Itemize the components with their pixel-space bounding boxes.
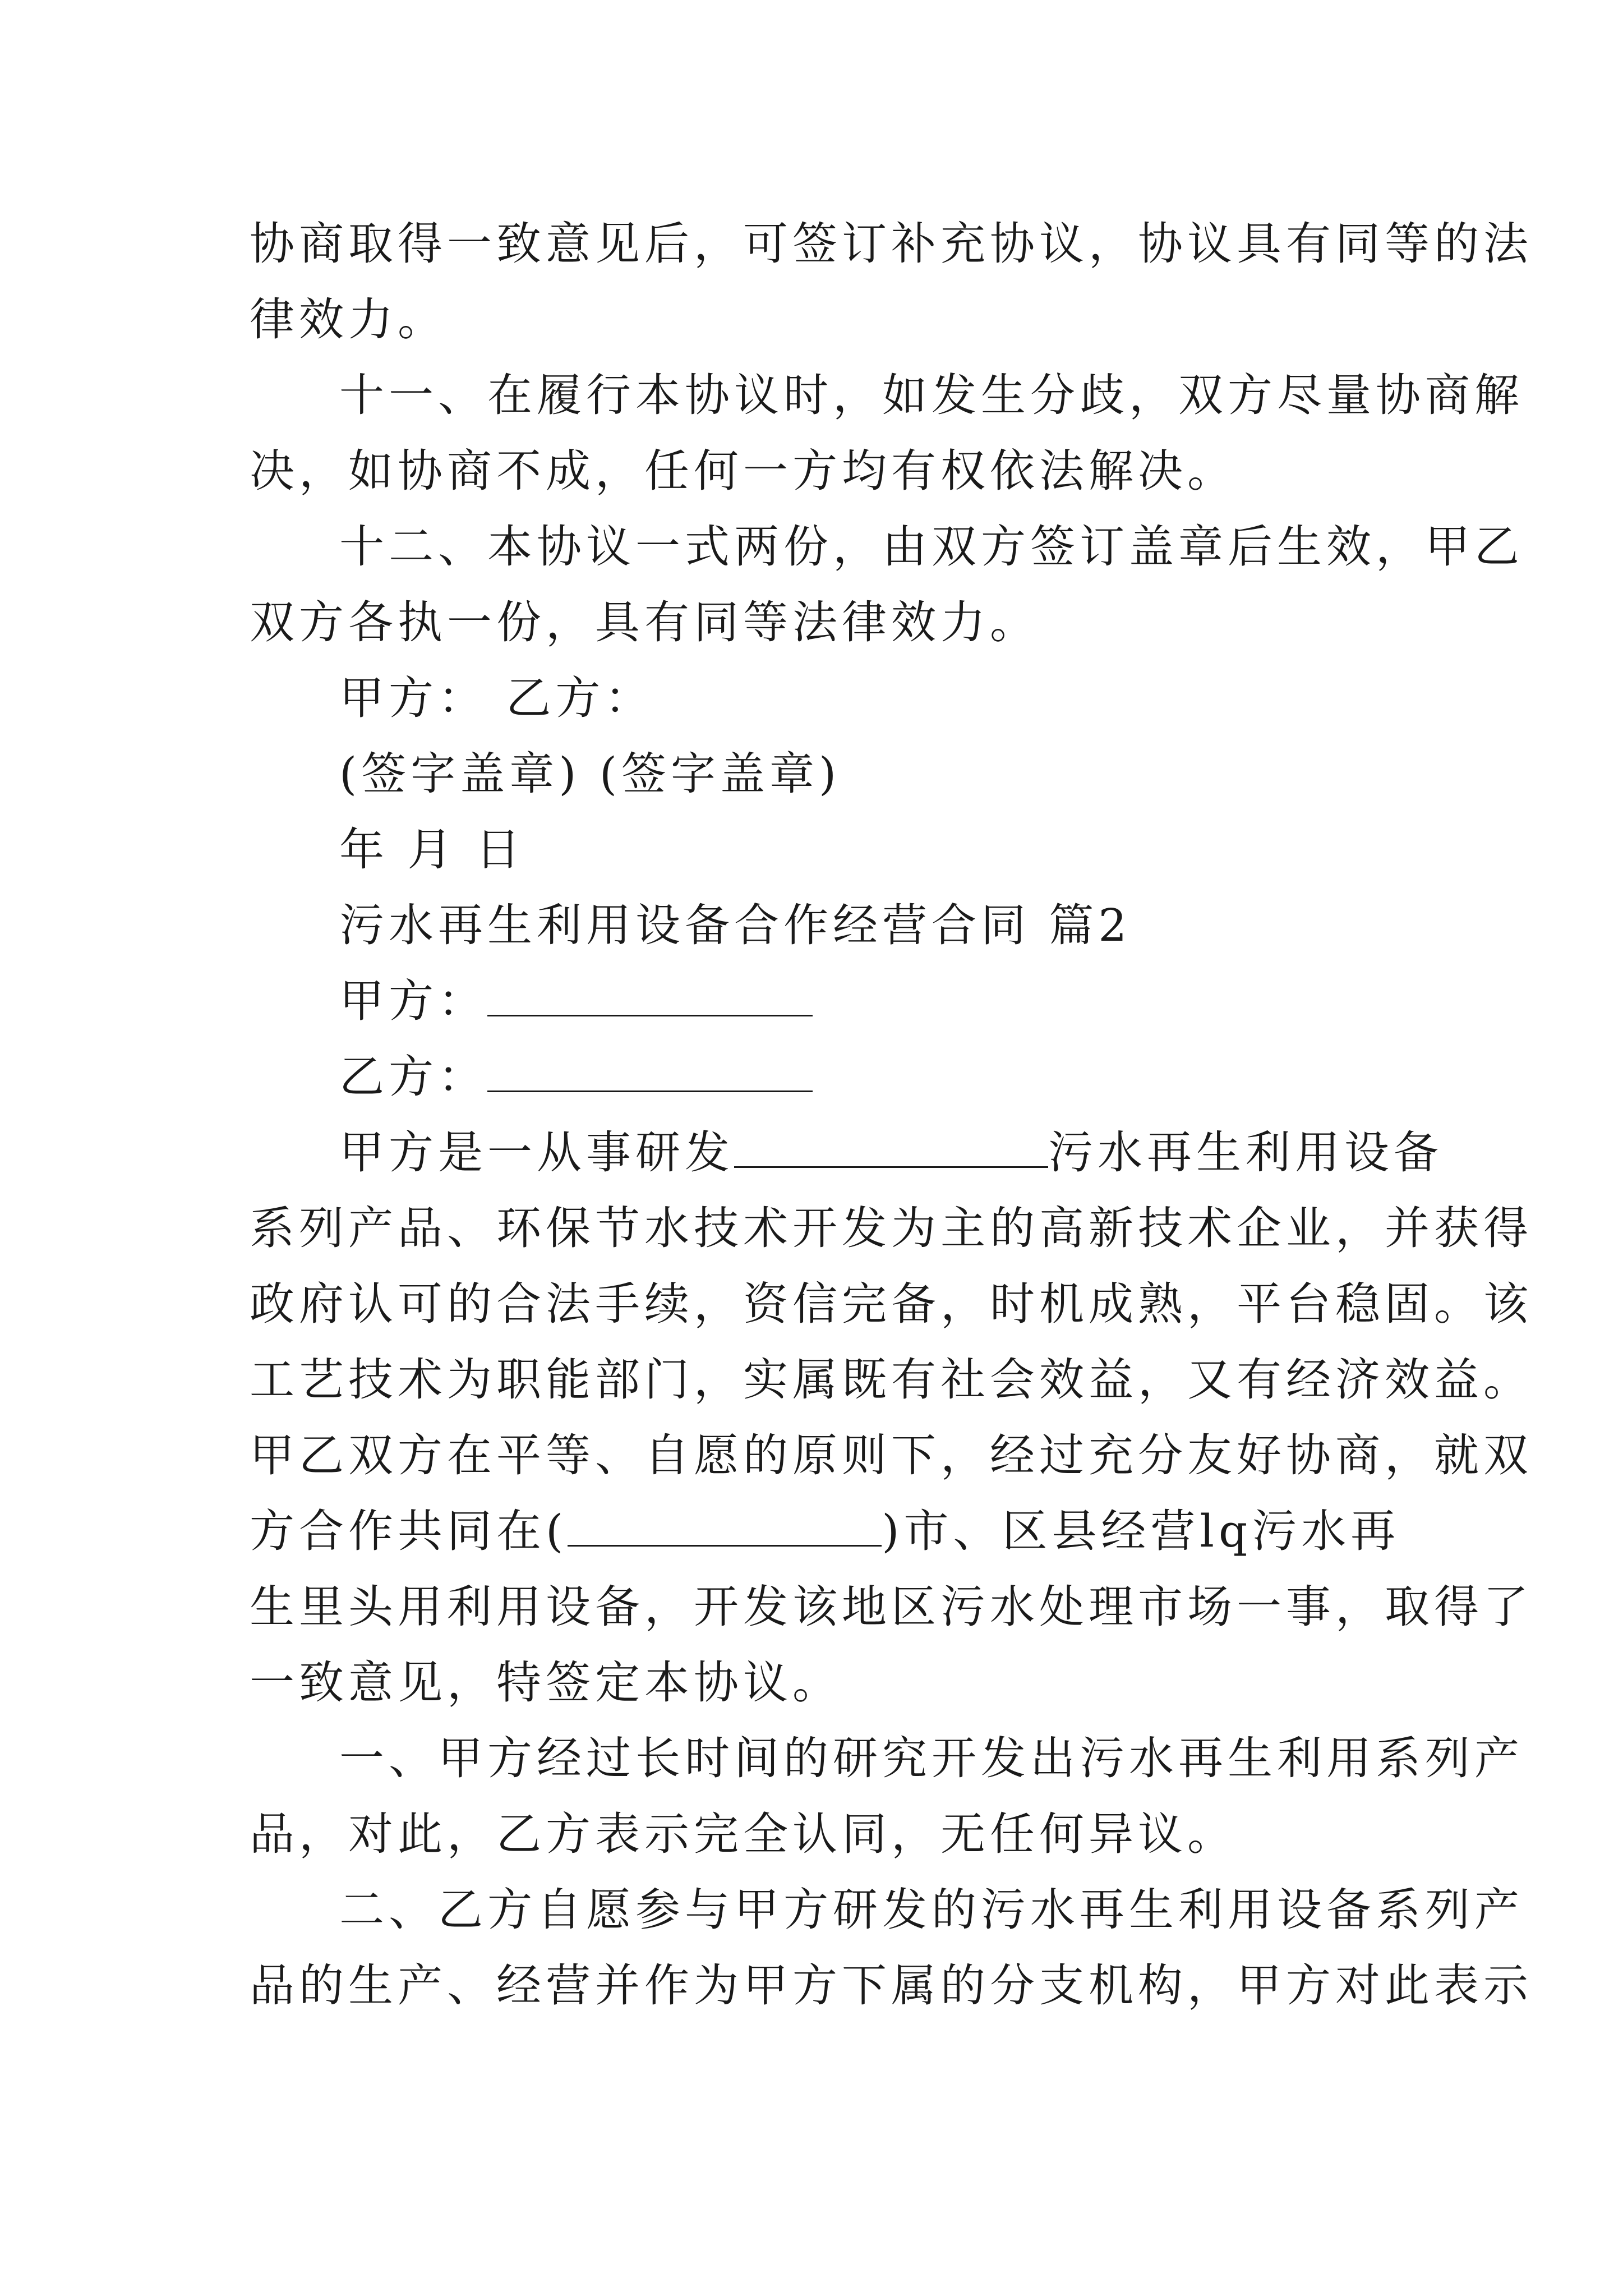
fill-in-blank	[734, 1129, 1048, 1168]
fill-in-blank	[568, 1508, 882, 1547]
contract-title: 污水再生利用设备合作经营合同 篇2	[339, 899, 1132, 951]
text-line: 品的生产、经营并作为甲方下属的分支机构，甲方对此表示	[250, 1959, 1533, 2012]
party-b-label: 乙方：	[339, 1051, 487, 1103]
text-line: 工艺技术为职能部门，实属既有社会效益，又有经济效益。	[250, 1354, 1533, 1406]
signature-parties: 甲方： 乙方：	[339, 672, 654, 724]
text-segment: 方合作共同在(	[250, 1505, 568, 1557]
text-line: 双方各执一份，具有同等法律效力。	[250, 596, 1039, 648]
text-segment: 污水再生利用设备	[1048, 1126, 1443, 1179]
signature-stamp-labels: (签字盖章) (签字盖章)	[339, 748, 841, 800]
text-line: 甲乙双方在平等、自愿的原则下，经过充分友好协商，就双	[250, 1429, 1533, 1481]
party-b-line	[339, 1049, 813, 1105]
text-line: 协商取得一致意见后，可签订补充协议，协议具有同等的法	[250, 218, 1533, 270]
party-a-blank	[487, 978, 813, 1016]
text-line: 十一、在履行本协议时，如发生分歧，双方尽量协商解	[339, 369, 1524, 421]
text-line	[250, 1503, 1400, 1559]
text-segment: 甲方是一从事研发	[339, 1126, 734, 1179]
date-line: 年 月 日	[339, 823, 525, 876]
text-line: 一、甲方经过长时间的研究开发出污水再生利用系列产	[339, 1732, 1524, 1784]
text-line: 二、乙方自愿参与甲方研发的污水再生利用设备系列产	[339, 1884, 1524, 1936]
text-line: 一致意见，特签定本协议。	[250, 1657, 842, 1709]
text-line: 生里头用利用设备，开发该地区污水处理市场一事，取得了	[250, 1581, 1533, 1633]
text-line: 系列产品、环保节水技术开发为主的高新技术企业，并获得	[250, 1202, 1533, 1254]
party-b-blank	[487, 1053, 813, 1092]
text-line: 十二、本协议一式两份，由双方签订盖章后生效，甲乙	[339, 521, 1524, 573]
text-line: 品，对此，乙方表示完全认同，无任何异议。	[250, 1808, 1237, 1860]
party-a-line	[339, 973, 813, 1029]
party-a-label: 甲方：	[339, 975, 487, 1027]
text-segment: )市、区县经营lq污水再	[882, 1505, 1400, 1557]
text-line	[339, 1125, 1443, 1181]
text-line: 决，如协商不成，任何一方均有权依法解决。	[250, 445, 1237, 497]
text-line: 政府认可的合法手续，资信完备，时机成熟，平台稳固。该	[250, 1278, 1533, 1330]
text-line: 律效力。	[250, 293, 447, 346]
